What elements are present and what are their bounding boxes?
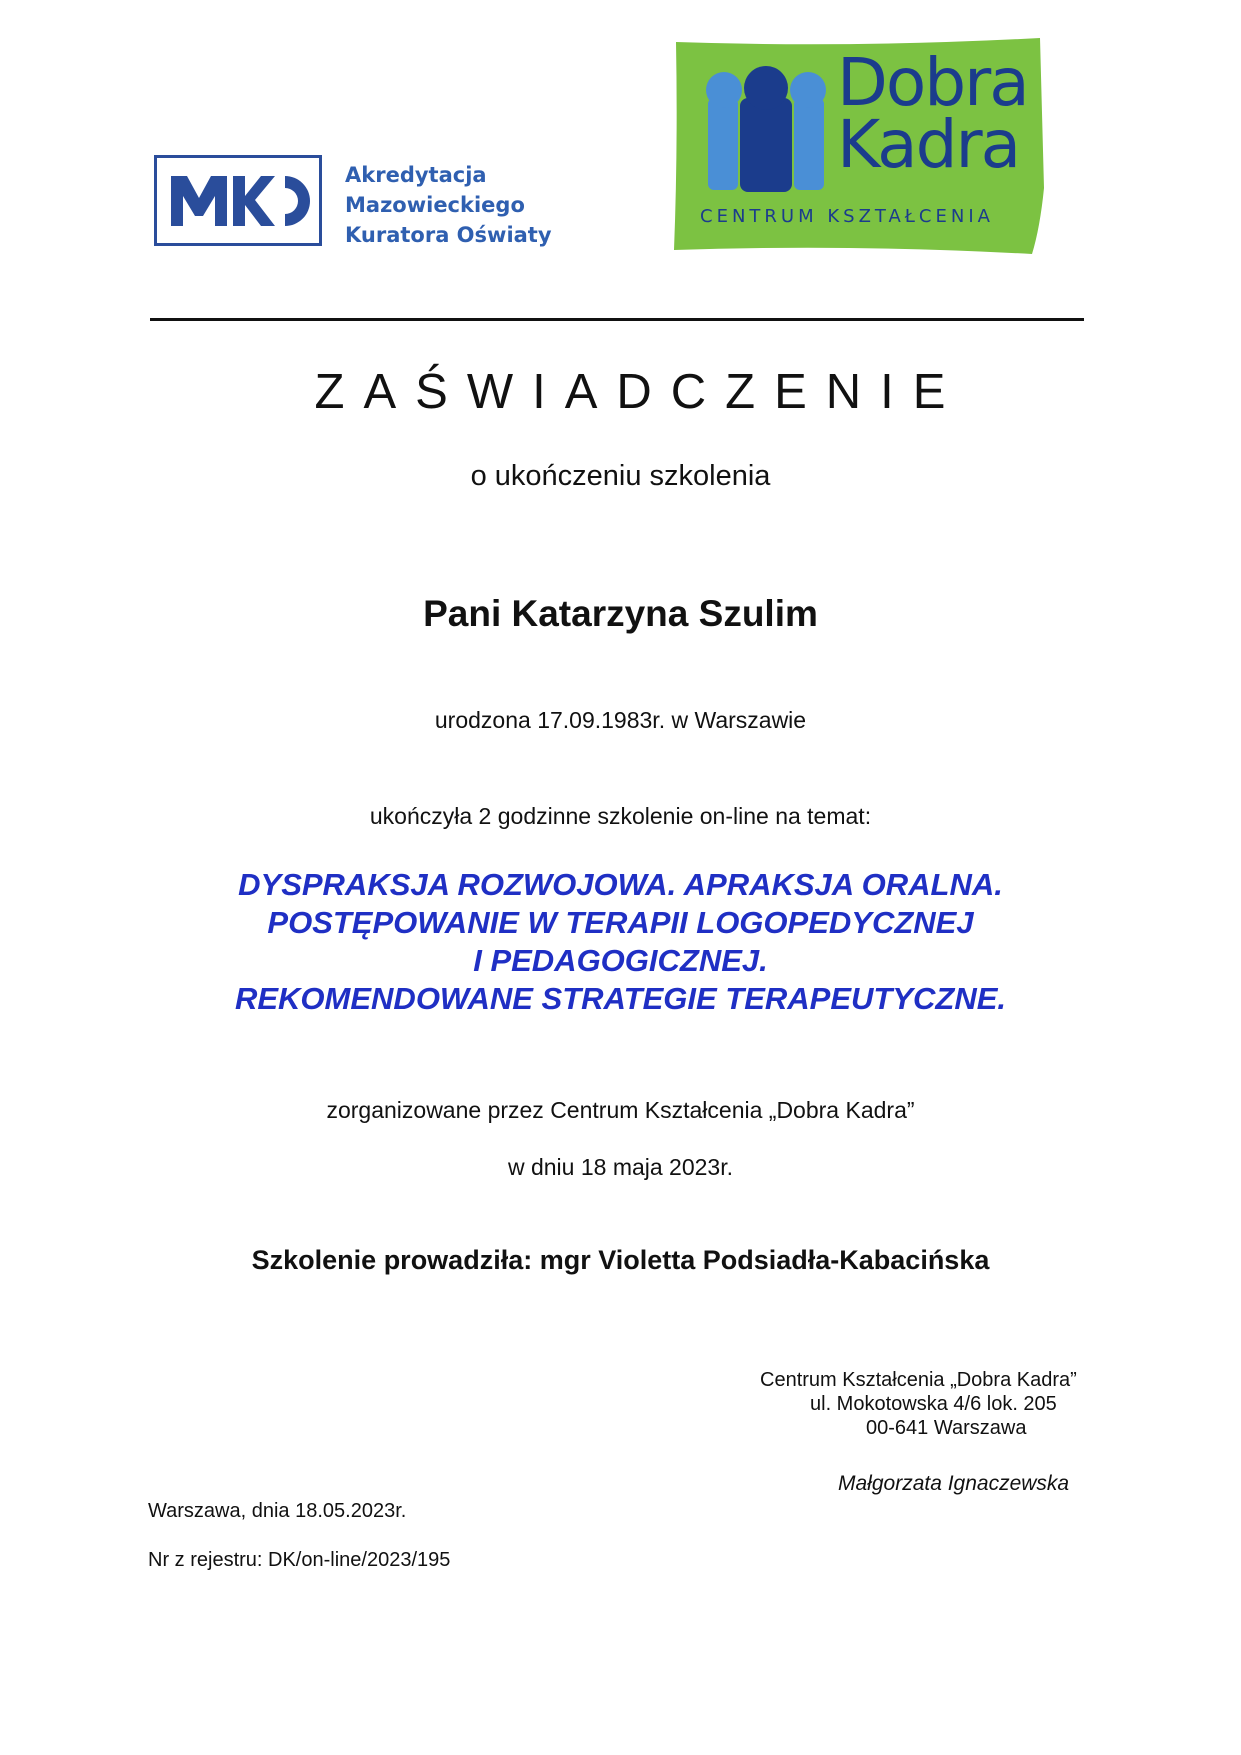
mko-emblem [154,155,322,246]
registry-number: Nr z rejestru: DK/on-line/2023/195 [148,1549,451,1571]
organizer-address [760,1368,1090,1440]
organizer-text: zorganizowane przez Centrum Kształcenia „Dobra Kadra” [326,1097,915,1123]
training-topic-line: REKOMENDOWANE STRATEGIE TERAPEUTYCZNE. [234,981,1007,1016]
certificate-subtitle: o ukończeniu szkolenia [470,460,771,492]
address-line: Centrum Kształcenia „Dobra Kadra” [760,1369,1077,1391]
training-topic-line: DYSPRAKSJA ROZWOJOWA. APRAKSJA ORALNA. [238,867,1003,902]
place-and-date: Warszawa, dnia 18.05.2023r. [148,1500,407,1522]
training-topic [0,866,1241,1018]
address-line: 00-641 Warszawa [866,1417,1027,1439]
dobra-kadra-name [837,44,1028,183]
certificate-title: ZAŚWIADCZENIE [314,365,965,419]
training-topic-line: POSTĘPOWANIE W TERAPII LOGOPEDYCZNEJ [267,905,974,940]
mko-text [345,160,552,250]
dobra-kadra-logo [672,38,1046,254]
trainer-text: Szkolenie prowadziła: mgr Violetta Podsiadła-Kabacińska [251,1245,990,1275]
signature-name: Małgorzata Ignaczewska [838,1472,1070,1495]
header-divider [150,318,1084,321]
recipient-name: Pani Katarzyna Szulim [423,593,818,634]
birth-info: urodzona 17.09.1983r. w Warszawie [434,707,807,733]
dobra-kadra-name-line: Dobra [837,44,1028,121]
address-line: ul. Mokotowska 4/6 lok. 205 [810,1393,1057,1415]
training-date: w dniu 18 maja 2023r. [507,1154,734,1180]
training-intro: ukończyła 2 godzinne szkolenie on-line na temat: [369,803,872,829]
mko-logo [154,155,564,250]
people-icon [706,66,826,192]
dobra-kadra-name-line: Kadra [837,106,1020,183]
mko-emblem-graphic [157,158,319,243]
mko-text-line: Kuratora Oświaty [345,223,552,247]
mko-text-line: Akredytacja [345,163,487,187]
training-topic-line: I PEDAGOGICZNEJ. [473,943,768,978]
mko-text-line: Mazowieckiego [345,193,525,217]
dobra-kadra-subtitle: CENTRUM KSZTAŁCENIA [700,206,994,227]
